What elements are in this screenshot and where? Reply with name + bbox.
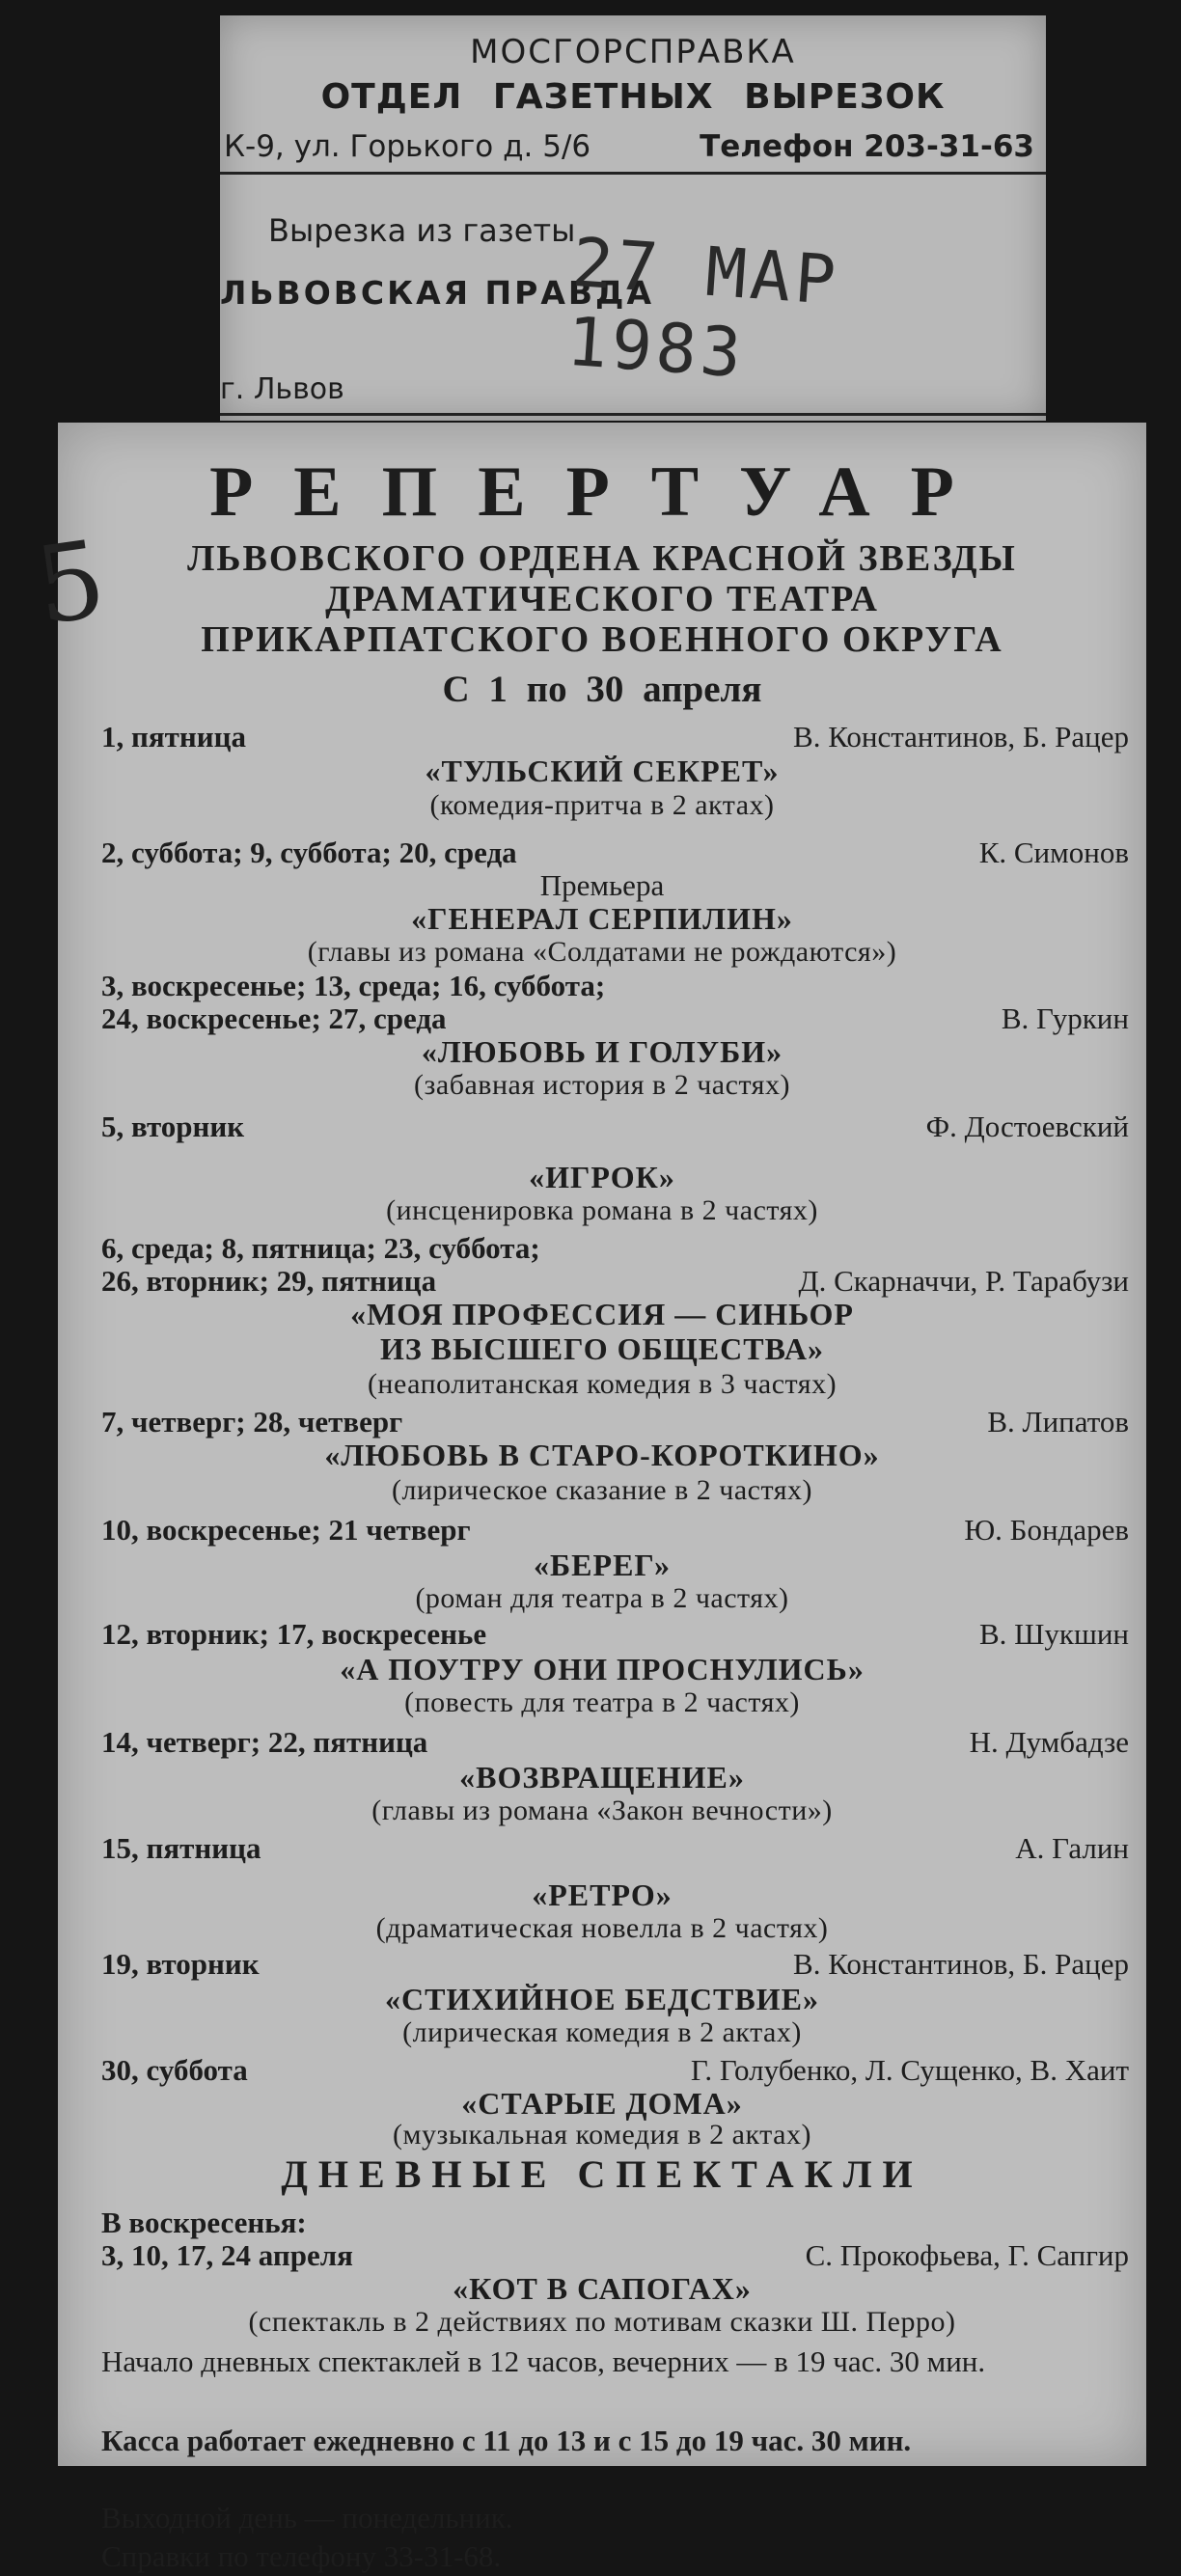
entry-dates-row bbox=[101, 1110, 1129, 1144]
start-times-note: Начало дневных спектаклей в 12 часов, вечерних — в 19 час. 30 мин. bbox=[101, 2344, 986, 2378]
entry-dates-row bbox=[101, 1831, 1129, 1866]
play-title: «ГЕНЕРАЛ СЕРПИЛИН» bbox=[411, 901, 793, 936]
play-title: «МОЯ ПРОФЕССИЯ — СИНЬОР bbox=[350, 1297, 854, 1331]
entry-dates: 12, вторник; 17, воскресенье bbox=[101, 1617, 487, 1651]
theatre-name-line-2: ДРАМАТИЧЕСКОГО ТЕАТРА bbox=[325, 579, 879, 619]
entry-dates-row bbox=[101, 1725, 1129, 1760]
play-title: «РЕТРО» bbox=[532, 1877, 673, 1912]
stamp-org: МОСГОРСПРАВКА bbox=[470, 33, 796, 71]
play-title: «СТИХИЙНОЕ БЕДСТВИЕ» bbox=[385, 1982, 819, 2016]
entry-author: Ф. Достоевский bbox=[925, 1110, 1129, 1143]
play-description: (главы из романа «Солдатами не рождаются») bbox=[307, 936, 897, 968]
entry-dates-row bbox=[101, 836, 1129, 870]
entry-dates: 5, вторник bbox=[101, 1110, 245, 1143]
entry-dates-line-1: 6, среда; 8, пятница; 23, суббота; bbox=[101, 1231, 540, 1265]
stamp-phone: Телефон 203-31-63 bbox=[700, 129, 1034, 164]
stamp-dept: ОТДЕЛ ГАЗЕТНЫХ ВЫРЕЗОК bbox=[320, 77, 946, 117]
theatre-name-line-1: ЛЬВОВСКОГО ОРДЕНА КРАСНОЙ ЗВЕЗДЫ bbox=[187, 538, 1017, 579]
play-title: «ЛЮБОВЬ И ГОЛУБИ» bbox=[421, 1034, 783, 1069]
play-description: (главы из романа «Закон вечности») bbox=[371, 1795, 833, 1826]
info-phone: Справки по телефону 33-31-68. bbox=[101, 2539, 502, 2573]
entry-dates: 24, воскресенье; 27, среда bbox=[101, 1001, 447, 1035]
play-description: (лирическая комедия в 2 актах) bbox=[402, 2016, 802, 2048]
day-performances-heading: ДНЕВНЫЕ СПЕКТАКЛИ bbox=[281, 2152, 923, 2196]
entry-dates-row bbox=[101, 1513, 1129, 1548]
play-title-line-2: ИЗ ВЫСШЕГО ОБЩЕСТВА» bbox=[379, 1331, 824, 1366]
entry-author: Н. Думбадзе bbox=[969, 1725, 1129, 1759]
play-description: (спектакль в 2 действиях по мотивам сказки Ш. Перро) bbox=[248, 2306, 956, 2338]
entry-dates: 15, пятница bbox=[101, 1831, 261, 1865]
entry-author: А. Галин bbox=[1015, 1831, 1129, 1865]
entry-author: В. Константинов, Б. Рацер bbox=[793, 1947, 1129, 1981]
play-description: (роман для театра в 2 частях) bbox=[415, 1582, 789, 1614]
entry-dates-row bbox=[101, 1405, 1129, 1439]
entry-dates: 10, воскресенье; 21 четверг bbox=[101, 1513, 471, 1547]
entry-author: В. Шукшин bbox=[978, 1617, 1129, 1651]
theatre-name-line-3: ПРИКАРПАТСКОГО ВОЕННОГО ОКРУГА bbox=[201, 619, 1003, 660]
play-description: (комедия-притча в 2 актах) bbox=[429, 789, 775, 821]
entry-dates-row bbox=[101, 1617, 1129, 1652]
entry-dates: 7, четверг; 28, четверг bbox=[101, 1405, 403, 1439]
play-title: «БЕРЕГ» bbox=[534, 1548, 671, 1582]
entry-dates-row bbox=[101, 1001, 1129, 1036]
entry-author: В. Константинов, Б. Рацер bbox=[793, 720, 1129, 754]
entry-author: Ю. Бондарев bbox=[964, 1513, 1129, 1547]
play-description: (инсценировка романа в 2 частях) bbox=[386, 1194, 818, 1226]
entry-author: С. Прокофьева, Г. Сапгир bbox=[805, 2238, 1129, 2272]
entry-dates: 14, четверг; 22, пятница bbox=[101, 1725, 428, 1759]
entry-dates-row bbox=[101, 1264, 1129, 1299]
play-title: «ВОЗВРАЩЕНИЕ» bbox=[459, 1760, 745, 1795]
entry-dates-line-1: 3, воскресенье; 13, среда; 16, суббота; bbox=[101, 969, 606, 1002]
play-title: «А ПОУТРУ ОНИ ПРОСНУЛИСЬ» bbox=[340, 1652, 865, 1686]
play-description: (драматическая новелла в 2 частях) bbox=[375, 1912, 829, 1944]
newspaper-clipping bbox=[58, 423, 1146, 2573]
entry-dates-row bbox=[101, 720, 1129, 754]
repertoire-title: РЕПЕРТУАР bbox=[209, 452, 995, 532]
play-title: «ЛЮБОВЬ В СТАРО-КОРОТКИНО» bbox=[324, 1438, 880, 1472]
play-title: «КОТ В САПОГАХ» bbox=[453, 2271, 752, 2306]
entry-dates: 30, суббота bbox=[101, 2053, 248, 2087]
entry-dates: 2, суббота; 9, суббота; 20, среда bbox=[101, 836, 517, 869]
entry-dates-row bbox=[101, 2238, 1129, 2273]
entry-dates: 26, вторник; 29, пятница bbox=[101, 1264, 437, 1298]
stamp-cutting-label: Вырезка из газеты bbox=[268, 212, 576, 249]
play-description: (музыкальная комедия в 2 актах) bbox=[393, 2119, 811, 2151]
play-description: (неаполитанская комедия в 3 частях) bbox=[367, 1368, 838, 1400]
entry-author: В. Липатов bbox=[987, 1405, 1129, 1439]
play-description: (повесть для театра в 2 частях) bbox=[404, 1686, 800, 1718]
play-description: (забавная история в 2 частях) bbox=[414, 1069, 790, 1101]
stamp-address: К-9, ул. Горького д. 5/6 bbox=[224, 129, 591, 164]
premiere-note: Премьера bbox=[539, 868, 665, 902]
sundays-label: В воскресенья: bbox=[101, 2206, 307, 2239]
play-title: «ИГРОК» bbox=[529, 1160, 675, 1194]
play-title: «СТАРЫЕ ДОМА» bbox=[461, 2086, 743, 2121]
play-title: «ТУЛЬСКИЙ СЕКРЕТ» bbox=[425, 754, 780, 788]
day-off-note: Выходной день — понедельник. bbox=[101, 2501, 513, 2535]
entry-author: Г. Голубенко, Л. Сущенко, В. Хаит bbox=[690, 2053, 1129, 2087]
entry-dates: 19, вторник bbox=[101, 1947, 260, 1981]
handwritten-number-mark: 5 bbox=[28, 516, 113, 649]
entry-author: К. Симонов bbox=[978, 836, 1129, 869]
clipping-service-stamp bbox=[220, 15, 1046, 421]
play-description: (лирическое сказание в 2 частях) bbox=[392, 1474, 812, 1506]
stamp-date: 27 МАР 1983 bbox=[563, 222, 842, 394]
box-office-hours: Касса работает ежедневно с 11 до 13 и с 15 до 19 час. 30 мин. bbox=[101, 2424, 912, 2457]
stamp-divider bbox=[220, 413, 1046, 416]
period: С 1 по 30 апреля bbox=[442, 669, 762, 710]
entry-dates: 3, 10, 17, 24 апреля bbox=[101, 2238, 353, 2272]
entry-author: Д. Скарначчи, Р. Тарабузи bbox=[798, 1264, 1129, 1298]
entry-author: В. Гуркин bbox=[1001, 1001, 1129, 1035]
stamp-address-line bbox=[220, 129, 1046, 175]
entry-dates-row bbox=[101, 2053, 1129, 2088]
entry-dates: 1, пятница bbox=[101, 720, 246, 754]
entry-dates-row bbox=[101, 1947, 1129, 1982]
stamp-newspaper: ЛЬВОВСКАЯ ПРАВДА bbox=[220, 274, 654, 312]
stamp-city: г. Львов bbox=[220, 372, 344, 406]
